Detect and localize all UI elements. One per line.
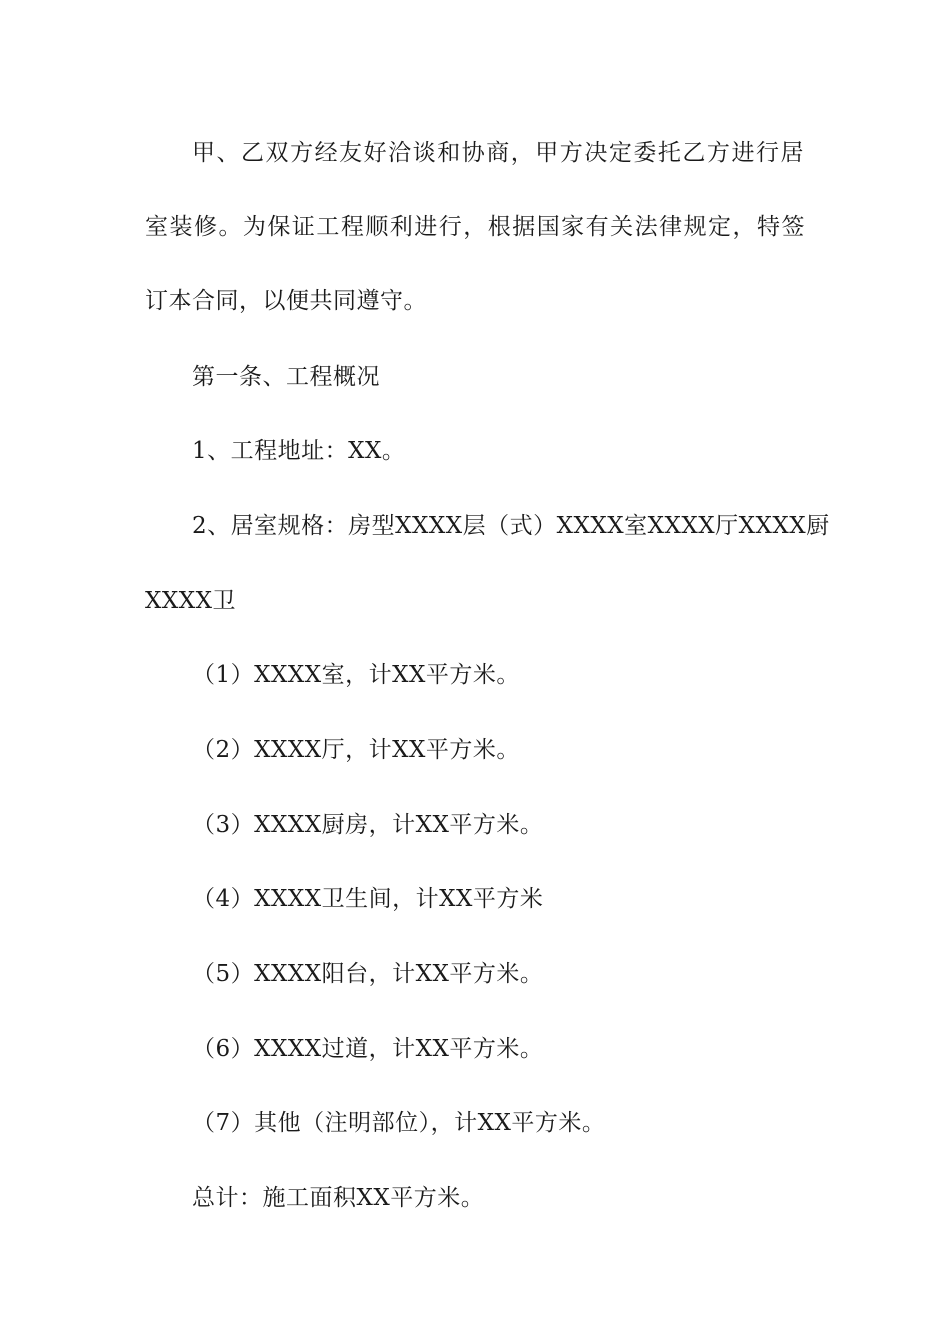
room-item-6: （6）XXXX过道，计XX平方米。	[192, 1036, 544, 1062]
item-address: 1、工程地址：XX。	[192, 438, 406, 464]
room-item-5: （5）XXXX阳台，计XX平方米。	[192, 961, 544, 987]
item-room-spec-line-2: XXXX卫	[145, 588, 236, 614]
total-area: 总计：施工面积XX平方米。	[192, 1185, 485, 1211]
room-item-4: （4）XXXX卫生间，计XX平方米	[192, 886, 544, 912]
room-item-2: （2）XXXX厅，计XX平方米。	[192, 737, 520, 763]
room-item-1: （1）XXXX室，计XX平方米。	[192, 662, 520, 688]
room-item-3: （3）XXXX厨房，计XX平方米。	[192, 812, 544, 838]
paragraph-intro-line-1: 甲、乙双方经友好洽谈和协商，甲方决定委托乙方进行居	[192, 140, 804, 166]
item-room-spec-line-1: 2、居室规格：房型XXXX层（式）XXXX室XXXX厅XXXX厨	[192, 513, 830, 539]
paragraph-intro-line-2: 室装修。为保证工程顺利进行，根据国家有关法律规定，特签	[145, 214, 805, 240]
section-heading: 第一条、工程概况	[192, 364, 380, 390]
room-item-7: （7）其他（注明部位），计XX平方米。	[192, 1110, 606, 1136]
paragraph-intro-line-3: 订本合同，以便共同遵守。	[145, 288, 427, 314]
